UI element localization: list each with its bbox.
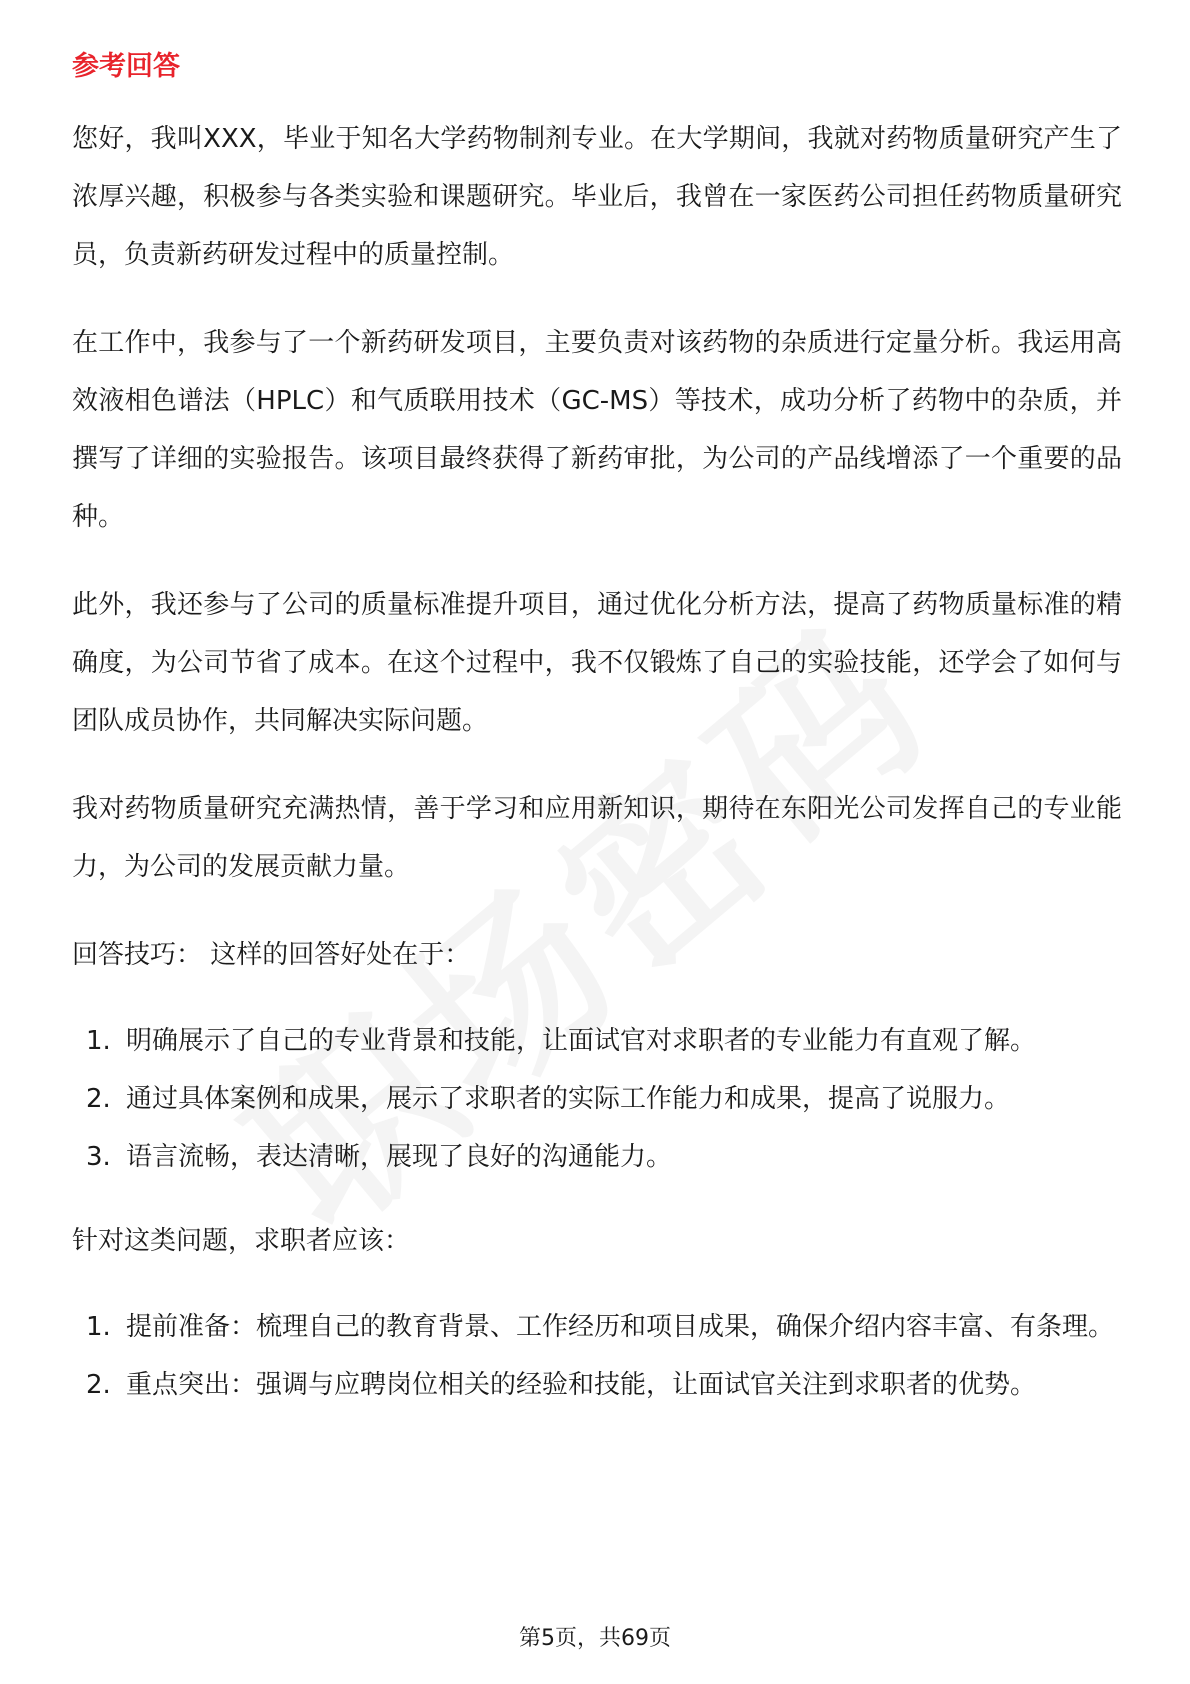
paragraph-intro: 您好，我叫XXX，毕业于知名大学药物制剂专业。在大学期间，我就对药物质量研究产生了浓厚兴趣，积极参与各类实验和课题研究。毕业后，我曾在一家医药公司担任药物质量研究员，负责新药研发过程中的质量控制。 [72, 124, 1122, 270]
tips-list [72, 1012, 1122, 1186]
document-content [72, 48, 1122, 1440]
list-text: 语言流畅，表达清晰，展现了良好的沟通能力。 [126, 1142, 673, 1172]
paragraph-quality: 此外，我还参与了公司的质量标准提升项目，通过优化分析方法，提高了药物质量标准的精确度，为公司节省了成本。在这个过程中，我不仅锻炼了自己的实验技能，还学会了如何与团队成员协作，共同解决实际问题。 [72, 590, 1122, 736]
list-item [72, 1356, 1122, 1414]
list-item [72, 1298, 1122, 1356]
list-number: 1. [86, 1026, 111, 1056]
list-number: 1. [86, 1312, 111, 1342]
list-item [72, 1012, 1122, 1070]
list-number: 3. [86, 1142, 111, 1172]
page-footer: 第5页，共69页 [519, 1626, 671, 1651]
list-text: 提前准备：梳理自己的教育背景、工作经历和项目成果，确保介绍内容丰富、有条理。 [126, 1312, 1115, 1342]
paragraph-closing: 我对药物质量研究充满热情，善于学习和应用新知识，期待在东阳光公司发挥自己的专业能力，为公司的发展贡献力量。 [72, 794, 1122, 882]
tips-label: 回答技巧： 这样的回答好处在于： [72, 940, 471, 970]
advice-list [72, 1298, 1122, 1414]
list-item [72, 1128, 1122, 1186]
list-text: 明确展示了自己的专业背景和技能，让面试官对求职者的专业能力有直观了解。 [126, 1026, 1037, 1056]
list-number: 2. [86, 1370, 111, 1400]
section-heading: 参考回答 [72, 51, 180, 82]
list-text: 重点突出：强调与应聘岗位相关的经验和技能，让面试官关注到求职者的优势。 [126, 1370, 1037, 1400]
list-number: 2. [86, 1084, 111, 1114]
advice-label: 针对这类问题，求职者应该： [72, 1226, 411, 1256]
paragraph-project: 在工作中，我参与了一个新药研发项目，主要负责对该药物的杂质进行定量分析。我运用高效液相色谱法（HPLC）和气质联用技术（GC-MS）等技术，成功分析了药物中的杂质，并撰写了详细的实验报告。该项目最终获得了新药审批，为公司的产品线增添了一个重要的品种。 [72, 328, 1122, 532]
list-text: 通过具体案例和成果，展示了求职者的实际工作能力和成果，提高了说服力。 [126, 1084, 1011, 1114]
list-item [72, 1070, 1122, 1128]
